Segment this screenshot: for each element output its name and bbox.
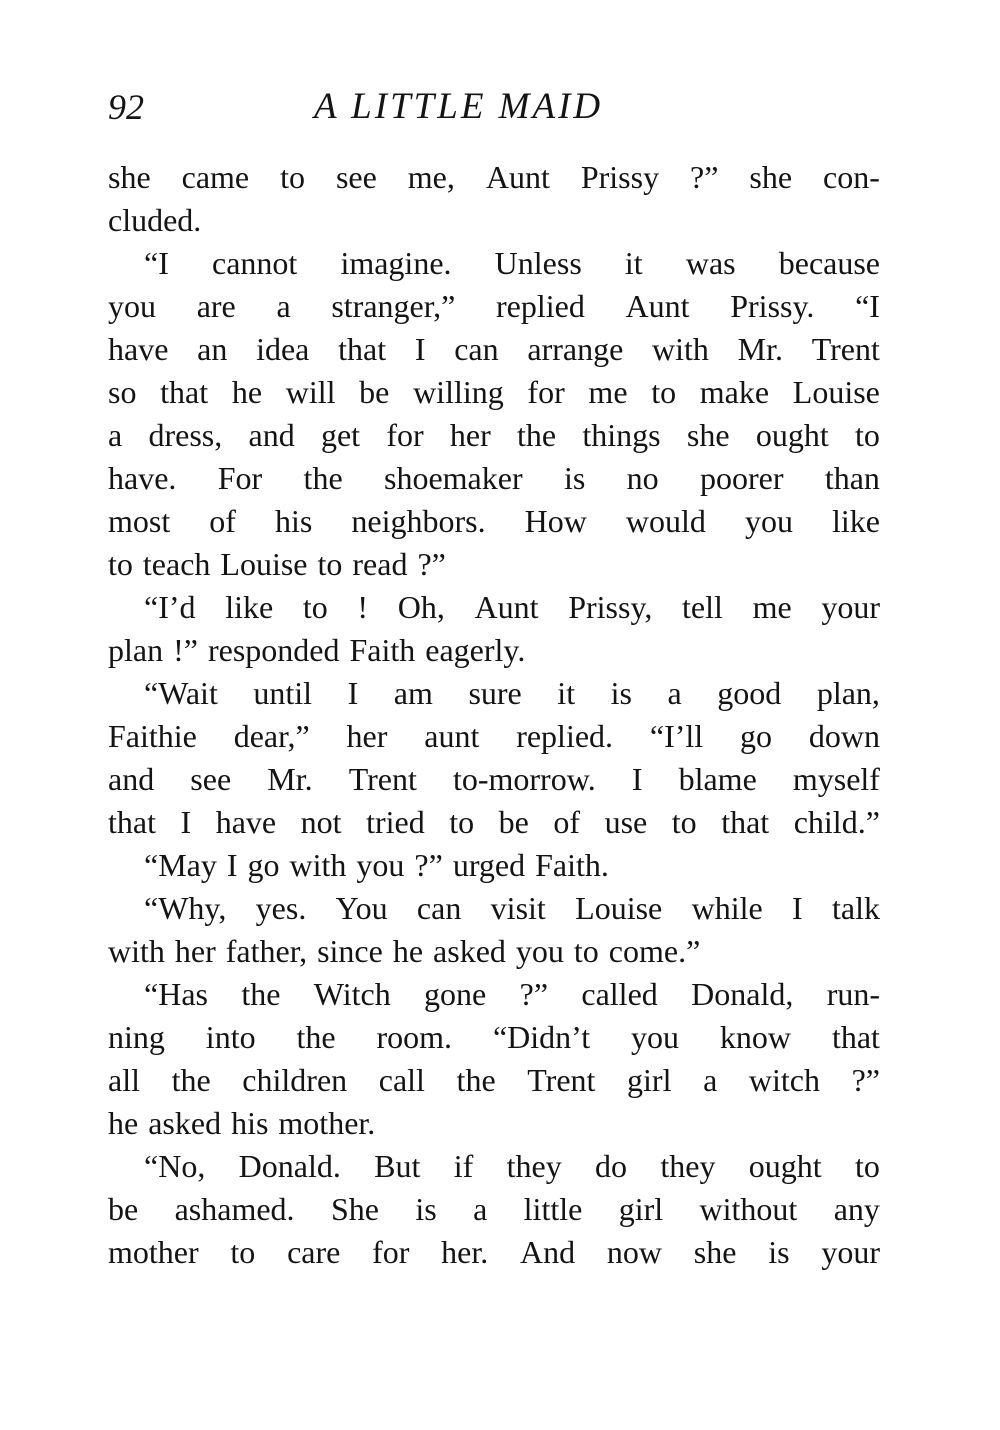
text-line: have. For the shoemaker is no poorer than: [108, 460, 880, 496]
running-title: A LITTLE MAID: [314, 86, 604, 127]
text-line: all the children call the Trent girl a witch ?”: [108, 1062, 880, 1098]
text-line: Faithie dear,” her aunt replied. “I’ll go down: [108, 718, 880, 754]
text-line: mother to care for her. And now she is your: [108, 1234, 880, 1270]
text-line: cluded.: [108, 202, 202, 238]
text-line: and see Mr. Trent to-morrow. I blame myself: [108, 761, 880, 797]
text-line: to teach Louise to read ?”: [108, 546, 446, 582]
text-line: be ashamed. She is a little girl without any: [108, 1191, 880, 1227]
text-line: “I cannot imagine. Unless it was because: [144, 245, 880, 281]
text-line: “Wait until I am sure it is a good plan,: [144, 675, 880, 711]
body-text: [108, 156, 880, 1274]
text-line: that I have not tried to be of use to that child.”: [108, 804, 880, 840]
text-line: she came to see me, Aunt Prissy ?” she con-: [108, 159, 880, 195]
text-line: with her father, since he asked you to come.”: [108, 933, 701, 969]
text-line: so that he will be willing for me to make Louise: [108, 374, 880, 410]
page-header: [108, 82, 880, 132]
text-line: “Has the Witch gone ?” called Donald, run-: [144, 976, 880, 1012]
text-line: “Why, yes. You can visit Louise while I talk: [144, 890, 880, 926]
text-line: plan !” responded Faith eagerly.: [108, 632, 526, 668]
text-line: “I’d like to ! Oh, Aunt Prissy, tell me your: [144, 589, 880, 625]
text-line: you are a stranger,” replied Aunt Prissy. “I: [108, 288, 880, 324]
text-line: he asked his mother.: [108, 1105, 376, 1141]
text-line: “No, Donald. But if they do they ought to: [144, 1148, 880, 1184]
text-line: “May I go with you ?” urged Faith.: [144, 847, 609, 883]
page-number: 92: [108, 87, 144, 127]
text-line: have an idea that I can arrange with Mr. Trent: [108, 331, 880, 367]
text-line: a dress, and get for her the things she ought to: [108, 417, 880, 453]
text-line: ning into the room. “Didn’t you know that: [108, 1019, 880, 1055]
text-line: most of his neighbors. How would you like: [108, 503, 880, 539]
